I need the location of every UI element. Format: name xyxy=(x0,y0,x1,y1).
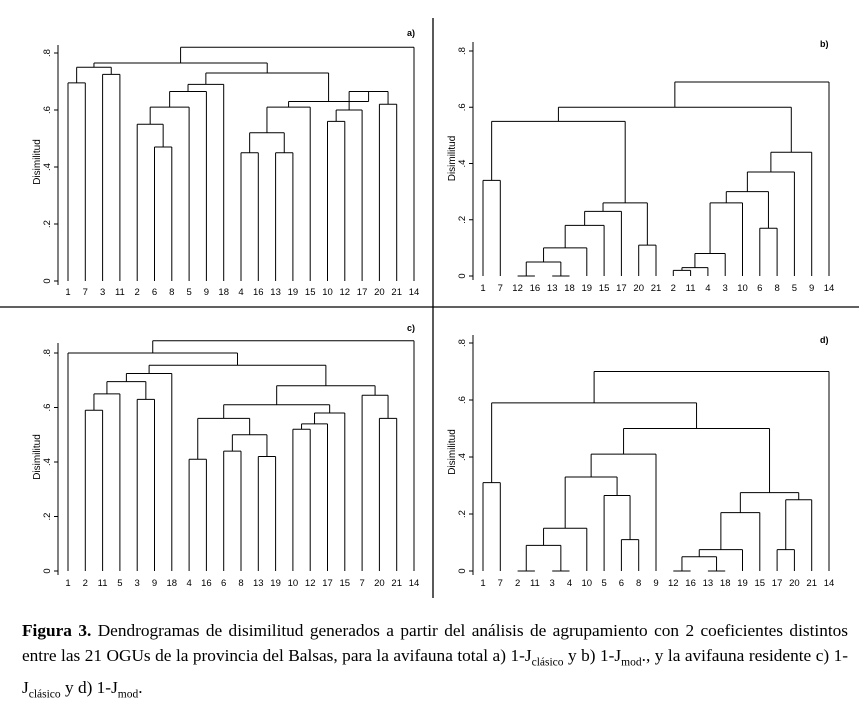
leaf-label: 7 xyxy=(359,578,365,589)
leaf-label: 8 xyxy=(774,283,780,294)
y-tick-label: .2 xyxy=(42,220,53,228)
leaf-label: 18 xyxy=(218,287,229,298)
figure-caption xyxy=(22,618,848,708)
y-tick-label: .6 xyxy=(42,403,53,412)
leaf-label: 17 xyxy=(356,287,368,298)
leaf-label: 5 xyxy=(186,287,192,298)
caption-text: ., y la avifauna residente c) 1-J xyxy=(22,646,849,698)
y-tick-label: .6 xyxy=(457,103,468,112)
leaf-label: 14 xyxy=(823,283,835,294)
leaf-label: 20 xyxy=(374,287,385,298)
y-tick-label: 0 xyxy=(42,278,53,284)
y-axis-label: Disimilitud xyxy=(447,135,458,182)
leaf-label: 4 xyxy=(705,283,711,294)
leaf-label: 20 xyxy=(633,283,644,294)
leaf-label: 7 xyxy=(82,287,88,298)
caption-text: . xyxy=(138,678,143,698)
leaf-label: 19 xyxy=(270,578,281,589)
leaf-label: 14 xyxy=(408,287,420,298)
leaf-label: 2 xyxy=(670,283,676,294)
leaf-label: 19 xyxy=(287,287,299,298)
leaf-label: 5 xyxy=(117,578,123,589)
leaf-label: 8 xyxy=(238,578,244,589)
y-tick-label: .8 xyxy=(42,49,53,57)
leaf-label: 8 xyxy=(169,287,175,298)
caption-subscript: mod xyxy=(117,688,139,701)
leaf-label: 16 xyxy=(685,578,696,589)
leaf-label: 18 xyxy=(564,283,575,294)
y-tick-label: .8 xyxy=(42,349,53,357)
leaf-label: 10 xyxy=(581,578,593,589)
leaf-label: 15 xyxy=(598,283,610,294)
leaf-label: 20 xyxy=(789,578,800,589)
leaf-label: 7 xyxy=(497,283,503,294)
leaf-label: 6 xyxy=(151,287,158,298)
leaf-label: 19 xyxy=(737,578,748,589)
leaf-label: 16 xyxy=(201,578,212,589)
leaf-label: 13 xyxy=(253,578,264,589)
leaf-label: 4 xyxy=(238,287,244,298)
leaf-label: 16 xyxy=(529,283,541,294)
leaf-label: 5 xyxy=(791,283,798,294)
leaf-label: 15 xyxy=(754,578,766,589)
leaf-label: 2 xyxy=(134,287,140,298)
leaf-label: 21 xyxy=(806,578,817,589)
y-axis-label: Disimilitud xyxy=(32,434,43,480)
caption-subscript: clásico xyxy=(28,688,61,701)
leaf-label: 4 xyxy=(186,578,192,589)
leaf-label: 12 xyxy=(339,287,351,298)
leaf-label: 11 xyxy=(685,283,696,294)
dendrogram-panel-a xyxy=(32,28,419,298)
leaf-label: 9 xyxy=(151,578,158,589)
y-tick-label: .4 xyxy=(457,453,468,461)
figure-label: Figura 3. xyxy=(22,621,92,640)
leaf-label: 21 xyxy=(391,578,402,589)
leaf-label: 2 xyxy=(514,578,521,589)
leaf-label: 17 xyxy=(322,578,333,589)
leaf-label: 10 xyxy=(287,578,299,589)
leaf-label: 5 xyxy=(601,578,607,589)
leaf-label: 13 xyxy=(270,287,281,298)
y-tick-label: .4 xyxy=(42,163,53,171)
leaf-label: 16 xyxy=(253,287,264,298)
leaf-label: 9 xyxy=(203,287,210,298)
y-axis-label: Disimilitud xyxy=(32,139,43,185)
leaf-label: 17 xyxy=(616,283,627,294)
leaf-label: 17 xyxy=(771,578,783,589)
leaf-label: 12 xyxy=(668,578,679,589)
leaf-label: 12 xyxy=(304,578,316,589)
leaf-label: 14 xyxy=(823,578,835,589)
y-tick-label: .2 xyxy=(457,510,468,518)
caption-subscript: mod xyxy=(621,656,642,669)
dendrogram-panel-d xyxy=(447,335,834,589)
caption-text: y d) 1-J xyxy=(60,678,118,698)
leaf-label: 21 xyxy=(391,287,402,298)
y-tick-label: .4 xyxy=(457,159,468,168)
y-tick-label: 0 xyxy=(457,273,468,279)
leaf-label: 11 xyxy=(97,578,108,589)
leaf-label: 15 xyxy=(339,578,351,589)
y-tick-label: .8 xyxy=(457,47,468,55)
leaf-label: 21 xyxy=(650,283,662,294)
leaf-label: 18 xyxy=(719,578,731,589)
leaf-label: 8 xyxy=(636,578,642,589)
y-tick-label: .4 xyxy=(42,458,53,466)
leaf-label: 6 xyxy=(757,283,763,294)
y-tick-label: .6 xyxy=(42,106,53,114)
leaf-label: 6 xyxy=(618,578,625,589)
leaf-label: 1 xyxy=(480,283,486,294)
leaf-label: 9 xyxy=(809,283,815,294)
panel-label: d) xyxy=(820,335,829,345)
leaf-label: 15 xyxy=(304,287,316,298)
leaf-label: 11 xyxy=(114,287,125,298)
leaf-label: 7 xyxy=(497,578,503,589)
panel-label: b) xyxy=(820,39,829,49)
dendrogram-panel-b xyxy=(447,39,834,294)
leaf-label: 2 xyxy=(82,578,88,589)
y-axis-label: Disimilitud xyxy=(447,429,458,475)
leaf-label: 10 xyxy=(322,287,333,298)
y-tick-label: .8 xyxy=(457,339,468,347)
y-tick-label: .2 xyxy=(42,512,53,521)
caption-text: Dendrogramas de disimilitud generados a partir del análisis de agrupamiento con 2 coeficientes distintos entre las 21 OGUs de la provincia del Balsas, para la avifauna total a) 1-J xyxy=(22,621,849,665)
leaf-label: 6 xyxy=(221,578,227,589)
leaf-label: 14 xyxy=(408,578,420,589)
leaf-label: 10 xyxy=(737,283,748,294)
y-tick-label: .6 xyxy=(457,396,468,404)
panel-label: c) xyxy=(407,323,416,333)
leaf-label: 3 xyxy=(99,287,106,298)
y-tick-label: .2 xyxy=(457,215,468,224)
leaf-label: 3 xyxy=(134,578,140,589)
y-tick-label: 0 xyxy=(42,568,53,574)
dendrogram-panel-c xyxy=(32,323,419,589)
leaf-label: 13 xyxy=(546,283,558,294)
panel-label: a) xyxy=(407,28,416,38)
leaf-label: 3 xyxy=(722,283,728,294)
leaf-label: 1 xyxy=(480,578,486,589)
leaf-label: 1 xyxy=(65,287,71,298)
leaf-label: 4 xyxy=(566,578,573,589)
leaf-label: 13 xyxy=(702,578,714,589)
leaf-label: 19 xyxy=(581,283,593,294)
caption-subscript: clásico xyxy=(531,656,564,669)
leaf-label: 11 xyxy=(529,578,540,589)
leaf-label: 3 xyxy=(549,578,555,589)
leaf-label: 20 xyxy=(374,578,385,589)
leaf-label: 1 xyxy=(65,578,71,589)
y-tick-label: 0 xyxy=(457,568,468,574)
leaf-label: 18 xyxy=(166,578,178,589)
caption-text: y b) 1-J xyxy=(563,646,622,665)
leaf-label: 9 xyxy=(653,578,659,589)
leaf-label: 12 xyxy=(512,283,523,294)
